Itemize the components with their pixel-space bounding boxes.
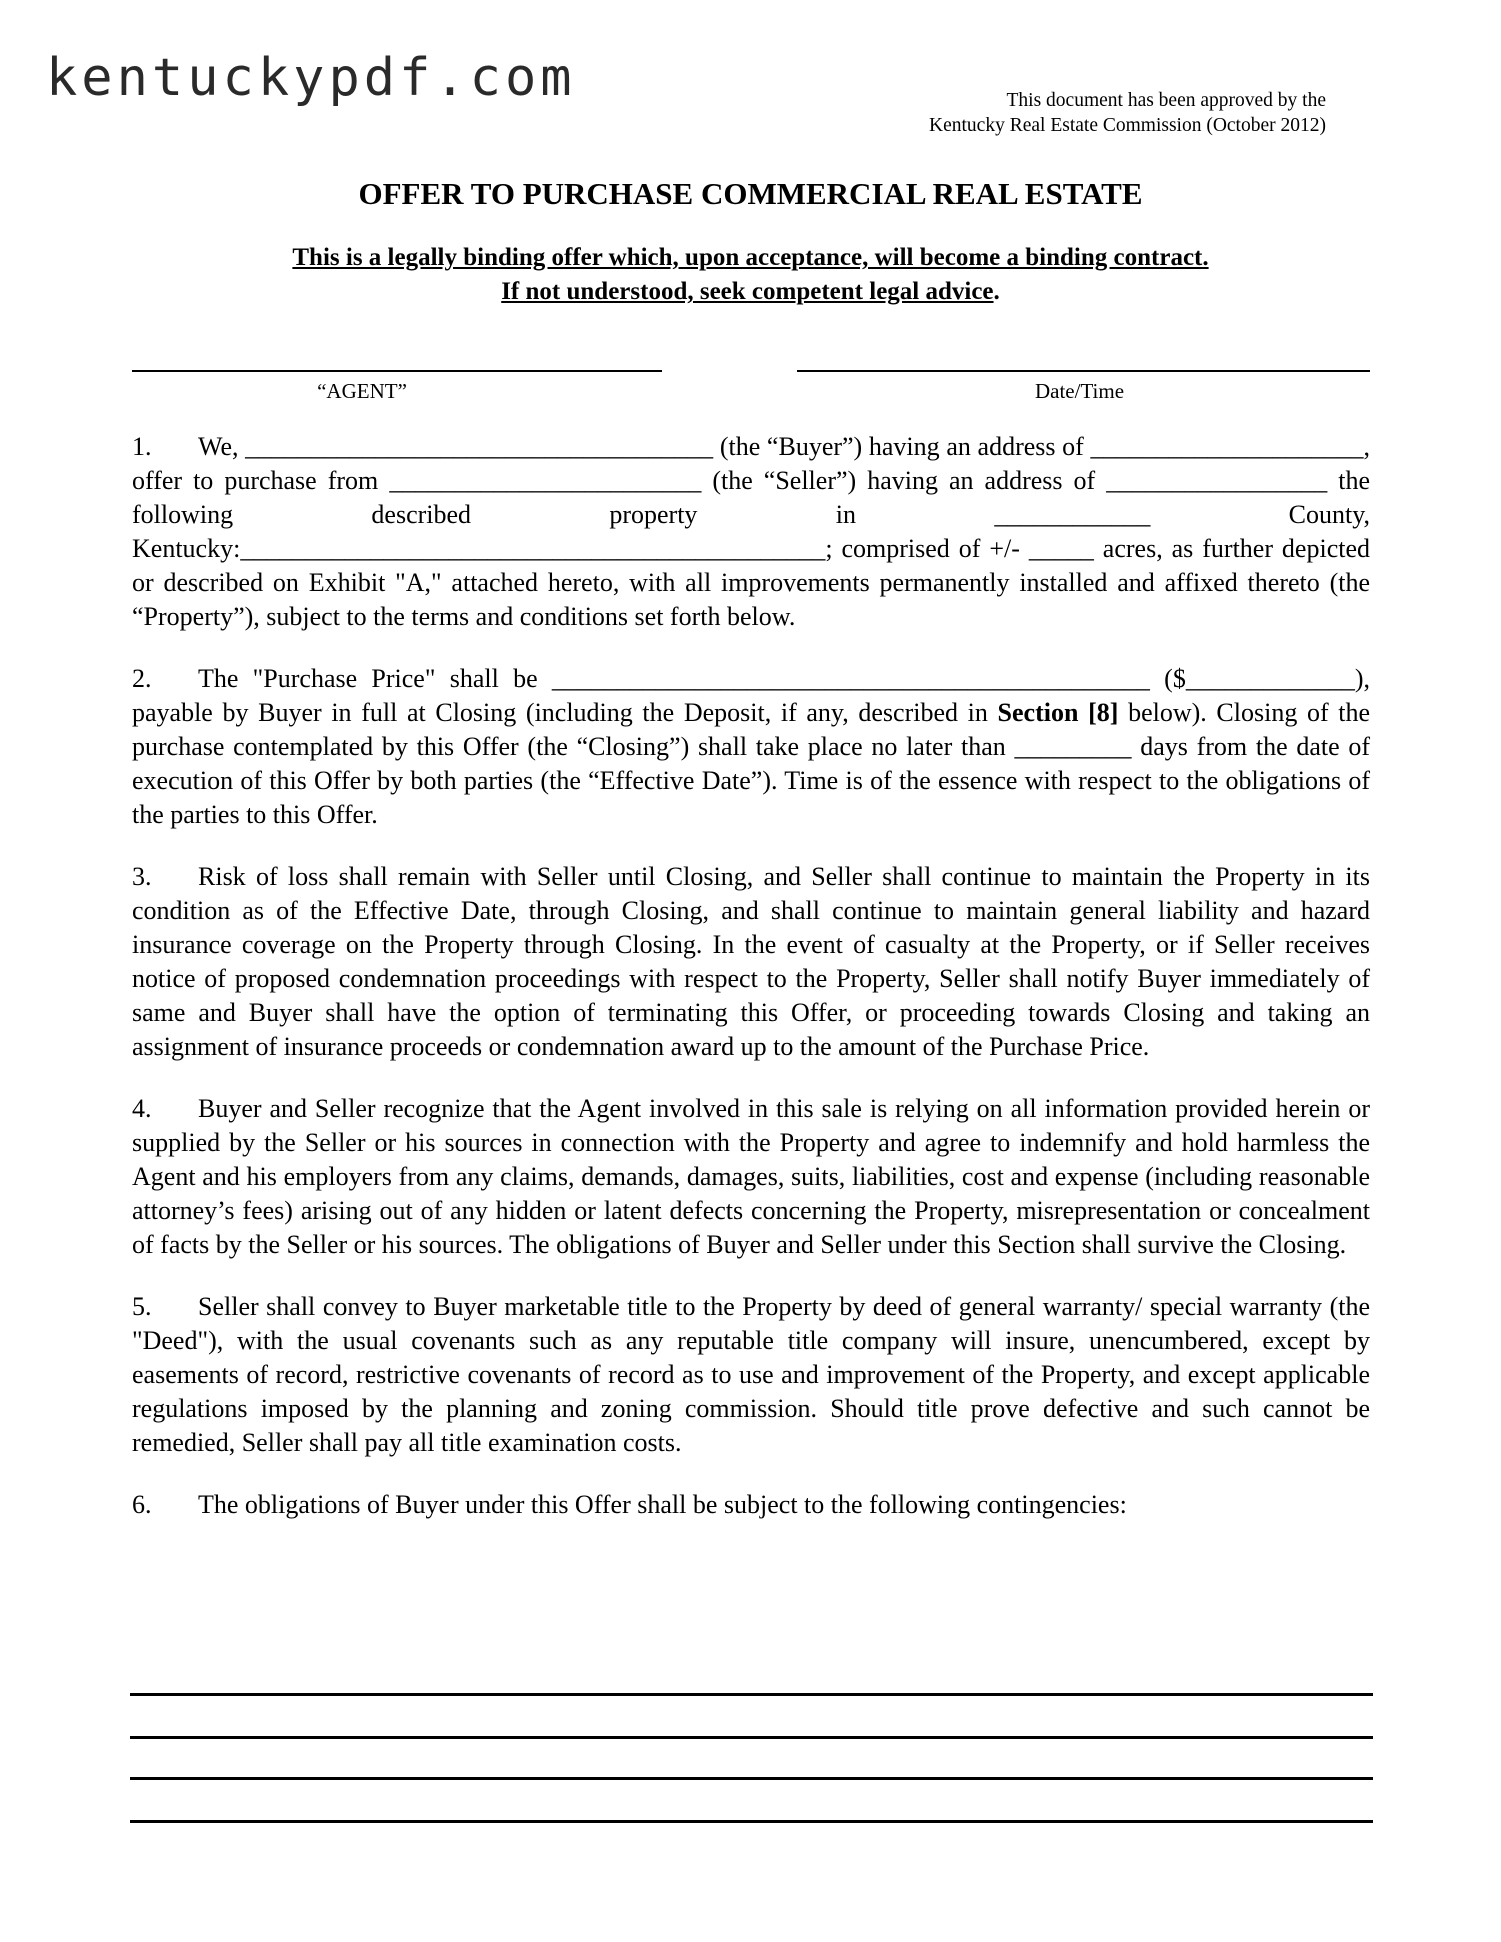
property-description-blank[interactable]: _____________________________________________	[240, 534, 826, 563]
date-time-label: Date/Time	[1034, 379, 1125, 403]
seller-address-blank[interactable]: _________________	[1106, 466, 1328, 495]
section-1-text-d: (the “Seller”) having an address of	[712, 466, 1096, 495]
buyer-address-blank[interactable]: _____________________	[1090, 432, 1364, 461]
section-reference: Section [8]	[997, 698, 1119, 727]
section-2-text-a: The "Purchase Price" shall be	[198, 664, 538, 693]
section-2-text-e: days from the date of execution of this Offer by both parties (the “Effective Date”). Time is of the essence with respect to the obligations of the parties to this Offer.	[132, 732, 1371, 829]
county-blank[interactable]: ____________	[994, 500, 1151, 529]
section-2	[132, 662, 1370, 832]
section-6-text: The obligations of Buyer under this Offer shall be subject to the following contingencies:	[198, 1490, 1127, 1519]
section-2-number: 2.	[132, 664, 152, 693]
closing-days-blank[interactable]: _________	[1014, 732, 1132, 761]
section-1-text-h: acres, as further depicted or described on Exhibit "A," attached hereto, with all improvements permanently installed and affixed thereto (the “Property”), subject to the terms and conditions set forth below.	[132, 534, 1370, 631]
section-6	[132, 1488, 1370, 1522]
approval-line-1: This document has been approved by the	[1006, 90, 1326, 111]
approval-notice	[766, 88, 1326, 138]
section-1-text-a: We,	[198, 432, 239, 461]
buyer-name-blank[interactable]: ____________________________________	[245, 432, 714, 461]
contingency-line-4[interactable]	[130, 1820, 1373, 1823]
section-1	[132, 430, 1370, 634]
section-2-text-c: ), payable by Buyer in full at Closing (including the Deposit, if any, described in	[132, 664, 1370, 727]
warning-line-1: This is a legally binding offer which, upon acceptance, will become a binding contract.	[292, 244, 1209, 271]
section-6-number: 6.	[132, 1490, 152, 1519]
agent-label: “AGENT”	[317, 379, 407, 403]
legal-warning	[0, 241, 1501, 309]
section-4-number: 4.	[132, 1094, 152, 1123]
section-2-text-d: below). Closing of the purchase contemplated by this Offer (the “Closing”) shall take place no later than	[132, 698, 1371, 761]
section-4	[132, 1092, 1370, 1262]
contingency-line-3[interactable]	[130, 1777, 1373, 1780]
section-1-text-c: , offer to purchase from	[132, 432, 1371, 495]
section-1-text-g: ; comprised of +/-	[825, 534, 1020, 563]
section-5-number: 5.	[132, 1292, 152, 1321]
agent-signature-line[interactable]	[132, 370, 662, 372]
section-5	[132, 1290, 1370, 1460]
warning-line-2-end: .	[993, 278, 1000, 305]
acres-blank[interactable]: _____	[1028, 534, 1094, 563]
section-1-text-b: (the “Buyer”) having an address of	[719, 432, 1084, 461]
document-title: OFFER TO PURCHASE COMMERCIAL REAL ESTATE	[358, 176, 1143, 211]
contingency-line-2[interactable]	[130, 1736, 1373, 1739]
date-time-line[interactable]	[797, 370, 1370, 372]
purchase-price-amount-blank[interactable]: _____________	[1185, 664, 1355, 693]
contingency-line-1[interactable]	[130, 1693, 1373, 1696]
section-1-text-f: County, Kentucky:	[132, 500, 1371, 563]
offer-body	[132, 430, 1370, 1550]
seller-name-blank[interactable]: ________________________	[389, 466, 702, 495]
section-2-text-b: ($	[1164, 664, 1186, 693]
section-4-text: Buyer and Seller recognize that the Agent involved in this sale is relying on all information provided herein or supplied by the Seller or his sources in connection with the Property and agree to indemnify and hold harmless the Agent and his employers from any claims, demands, damages, suits, liabilities, cost and expense (including reasonable attorney’s fees) arising out of any hidden or latent defects concerning the Property, misrepresentation or concealment of facts by the Seller or his sources. The obligations of Buyer and Seller under this Section shall survive the Closing.	[132, 1094, 1370, 1259]
section-3-number: 3.	[132, 862, 152, 891]
section-5-text: Seller shall convey to Buyer marketable title to the Property by deed of general warranty/ special warranty (the "Deed"), with the usual covenants such as any reputable title company will insure, unencumbered, except by easements of record, restrictive covenants of record as to use and improvement of the Property, and except applicable regulations imposed by the planning and zoning commission. Should title prove defective and such cannot be remedied, Seller shall pay all title examination costs.	[132, 1292, 1370, 1457]
section-3-text: Risk of loss shall remain with Seller until Closing, and Seller shall continue to maintain the Property in its condition as of the Effective Date, through Closing, and shall continue to maintain general liability and hazard insurance coverage on the Property through Closing. In the event of casualty at the Property, or if Seller receives notice of proposed condemnation proceedings with respect to the Property, Seller shall notify Buyer immediately of same and Buyer shall have the option of terminating this Offer, or proceeding towards Closing and taking an assignment of insurance proceeds or condemnation award up to the amount of the Purchase Price.	[132, 862, 1370, 1061]
warning-line-2: If not understood, seek competent legal advice	[501, 278, 994, 305]
section-1-number: 1.	[132, 432, 152, 461]
section-1-text-e: the following described property in	[132, 466, 1371, 529]
site-watermark: kentuckypdf.com	[46, 48, 576, 108]
approval-line-2: Kentucky Real Estate Commission (October 2012)	[929, 115, 1326, 136]
section-3	[132, 860, 1370, 1064]
purchase-price-words-blank[interactable]: ______________________________________________	[551, 664, 1150, 693]
